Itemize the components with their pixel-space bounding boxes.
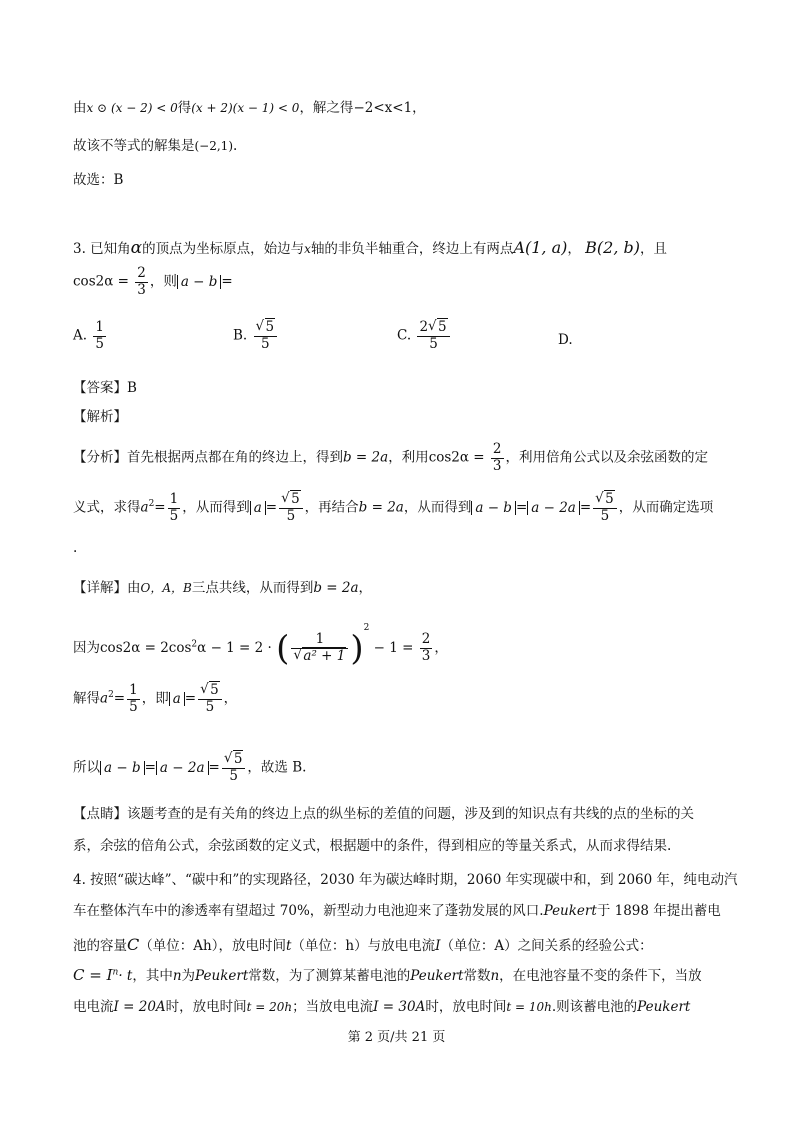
text-italic: Peukert (195, 968, 249, 984)
option-label: D. (558, 332, 573, 348)
numerator (593, 492, 617, 509)
text: ， (223, 690, 238, 707)
numerator: 2 (492, 441, 502, 457)
text: 解得 (73, 690, 100, 707)
math-inline: a (100, 690, 109, 707)
abs-value: a (250, 501, 266, 516)
math-inline: α − 1 = 2 · (197, 640, 272, 656)
math-inline: cos2α = (73, 273, 129, 290)
q3-stem-line1 (73, 238, 667, 258)
abs-value: a − b (100, 761, 145, 776)
exponent: 2 (148, 499, 155, 510)
sol2-line2 (73, 138, 237, 154)
text: = (113, 690, 126, 707)
q4-line3 (73, 935, 653, 954)
fenxi-dot (73, 540, 77, 556)
exponent: 2 (191, 639, 198, 650)
text-italic: Peukert (637, 999, 691, 1015)
point-b: B(2, b) (585, 238, 641, 257)
denominator: 5 (600, 507, 610, 524)
text: ，在电池容量不变的条件下，当放 (499, 968, 702, 984)
right-paren: ) (350, 628, 364, 669)
numerator (198, 683, 222, 700)
text: 电电流 (73, 999, 114, 1015)
text: ，利用倍角公式以及余弦函数的定 (505, 449, 709, 466)
exponent: n (112, 967, 119, 978)
answer-line (73, 380, 137, 396)
q4-line1 (73, 872, 738, 888)
xiangjie-line3 (73, 683, 237, 715)
sqrt (224, 752, 244, 768)
page-footer (0, 1026, 793, 1045)
fenxi-line2 (73, 492, 713, 524)
math-inline: (x + 2)(x − 1) < 0 (191, 101, 300, 115)
numerator (222, 752, 246, 769)
sqrt (281, 492, 301, 508)
text: 【解析】 (73, 409, 127, 425)
text: = (144, 759, 156, 776)
fraction (127, 683, 140, 715)
option-label: A. (73, 327, 88, 344)
text: 3. 已知角 (73, 241, 131, 257)
math-inline: n (172, 968, 182, 984)
text: ；当放电电流 (292, 999, 374, 1015)
dianjing-line2 (73, 838, 671, 854)
fenxi-line1 (73, 442, 708, 474)
numerator: 2 (137, 265, 146, 281)
radicand: 5 (605, 491, 614, 507)
radicand: 5 (265, 319, 275, 335)
fraction (420, 632, 433, 664)
sqrt (256, 320, 276, 336)
math-inline: b = 2a (358, 499, 404, 516)
text: = (265, 499, 278, 516)
text: .则该蓄电池的 (551, 999, 638, 1015)
text: ，即 (141, 690, 169, 707)
sol2-line1 (73, 100, 426, 116)
text: 轴的非负半轴重合，终边上有两点 (310, 241, 514, 257)
option-a[interactable] (73, 320, 108, 352)
text: ，且 (640, 241, 668, 257)
text: 时，放电时间 (165, 999, 247, 1015)
math-inline: I = 30A (373, 999, 426, 1015)
text: = (208, 759, 220, 776)
text: = (221, 273, 233, 290)
denominator: 5 (286, 507, 296, 524)
math-inline: cos2α = 2cos (100, 640, 192, 656)
numerator: 1 (129, 682, 138, 698)
xiangjie-line1 (73, 580, 372, 596)
math-inline: n (490, 968, 500, 984)
q4-line4 (73, 966, 702, 984)
sqrt (428, 320, 448, 336)
text: ，从而确定选项 (618, 499, 714, 516)
option-d[interactable] (558, 332, 573, 348)
text: 车在整体汽车中的渗透率有望超过 70%，新型动力电池迎来了蓬勃发展的风口. (73, 903, 544, 919)
fraction (593, 492, 617, 524)
text: 由 (73, 100, 87, 116)
radicand: 5 (233, 751, 243, 767)
math-inline: O，A，B (140, 581, 192, 595)
abs-value: a − b (471, 501, 516, 516)
math-inline: C = I (73, 966, 113, 984)
fraction (254, 320, 278, 352)
text-italic: Peukert (410, 968, 464, 984)
text: 所以 (73, 759, 100, 776)
fraction (168, 492, 181, 524)
text: 常数 (463, 968, 491, 984)
math-inline: a (140, 499, 149, 516)
text: ，故选 B. (247, 759, 307, 776)
math-inline: α (130, 238, 143, 258)
math-inline: t (285, 938, 292, 954)
text: 【详解】由 (73, 580, 141, 596)
denominator: 3 (137, 281, 146, 298)
text: 常数，为了测算某蓄电池的 (248, 968, 411, 984)
abs-value: a − 2a (156, 761, 209, 776)
sqrt (200, 683, 220, 699)
sol2-answer (73, 172, 123, 188)
text: = (184, 690, 197, 707)
option-label: B. (233, 327, 248, 344)
option-c[interactable] (397, 320, 452, 352)
denominator: 5 (229, 767, 238, 784)
denominator: 5 (129, 698, 138, 715)
math-inline: − 1 = (373, 640, 414, 656)
math-inline: t = 10h (506, 1000, 552, 1014)
denominator: 5 (95, 335, 104, 352)
text: 系，余弦的倍角公式，余弦函数的定义式，根据题中的条件，得到相应的等量关系式，从而求得结果. (73, 838, 672, 854)
math-inline: (−2,1) (194, 139, 234, 153)
abs-value: a (169, 692, 185, 707)
text: = (515, 499, 528, 516)
math-inline: · t (118, 968, 133, 984)
abs-value: a − 2a (527, 501, 580, 516)
numerator (254, 320, 278, 337)
math-inline: b = 2a (313, 580, 359, 596)
radicand: 5 (210, 682, 219, 698)
text: ， (567, 241, 581, 257)
text: 故该不等式的解集是 (73, 138, 195, 154)
math-inline: cos2α = (428, 449, 485, 466)
radicand: 5 (438, 319, 447, 335)
q3-stem-line2 (73, 266, 233, 298)
text-italic: Peukert (543, 903, 597, 919)
fraction (198, 683, 222, 715)
denominator: 3 (492, 457, 502, 474)
text: 故选：B (73, 172, 124, 188)
option-b[interactable] (233, 320, 279, 352)
text: = (154, 499, 166, 516)
fraction (291, 632, 348, 664)
denominator: 3 (421, 648, 431, 664)
fraction (491, 442, 504, 474)
xiangjie-line4 (73, 752, 306, 784)
option-label: C. (397, 327, 412, 344)
text: ， (412, 100, 426, 116)
point-a: A(1, a) (513, 238, 568, 257)
math-inline: I (435, 938, 441, 954)
fraction (279, 492, 303, 524)
text: 【分析】首先根据两点都在角的终边上，得到 (73, 449, 343, 466)
q4-line5 (73, 999, 690, 1015)
text: . (73, 540, 78, 556)
text: 于 1898 年提出蓄电 (596, 903, 721, 919)
numerator: 1 (95, 319, 104, 335)
numerator: 2 (421, 631, 431, 648)
analysis-tag (73, 409, 127, 425)
radicand: 5 (291, 491, 300, 507)
text: 三点共线，从而得到 (191, 580, 314, 596)
text: 得 (177, 100, 192, 116)
text: ，其中 (132, 968, 173, 984)
text: ，则 (149, 273, 177, 290)
page-number: 第 2 页/共 21 页 (347, 1030, 446, 1045)
abs-value: a − b (177, 275, 222, 290)
numerator: 1 (169, 491, 179, 507)
fraction (93, 320, 106, 352)
coefficient: 2 (419, 319, 429, 335)
text: 池的容量 (73, 938, 127, 954)
math-inline: I = 20A (113, 999, 166, 1015)
sqrt (293, 649, 346, 665)
sqrt (595, 492, 615, 508)
text: = (579, 499, 592, 516)
radicand: a² + 1 (303, 648, 346, 664)
fraction (135, 266, 148, 298)
text: . (233, 138, 238, 154)
text: ， (358, 580, 373, 596)
text: ，解之得 (299, 100, 354, 116)
numerator (417, 320, 449, 337)
denominator: 5 (429, 335, 438, 352)
q4-line2 (73, 903, 721, 919)
math-inline: x ⊙ (x − 2) < 0 (86, 101, 178, 115)
text: （单位：h）与放电电流 (291, 938, 436, 954)
denominator: 5 (205, 698, 215, 715)
text: 的顶点为坐标原点，始边与 (142, 241, 305, 257)
text: ，从而得到 (403, 499, 472, 516)
math-inline: b = 2a (343, 449, 389, 466)
text: ， (434, 640, 448, 656)
text: 【点睛】该题考查的是有关角的终边上点的纵坐标的差值的问题，涉及到的知识点有共线的点的坐标的关 (73, 806, 694, 822)
numerator (279, 492, 303, 509)
numerator: 1 (291, 632, 348, 649)
text: （单位：A）之间关系的经验公式： (440, 938, 653, 954)
text: 【答案】B (73, 380, 137, 396)
text: 为 (181, 968, 196, 984)
text: ，从而得到 (182, 499, 250, 516)
fraction (222, 752, 246, 784)
text: 4. 按照“碳达峰”、“碳中和”的实现路径，2030 年为碳达峰时期，2060 年实现碳中和，到 2060 年，纯电动汽 (73, 872, 738, 888)
denominator: 5 (261, 335, 270, 352)
denominator (291, 649, 348, 665)
text: ，再结合 (304, 499, 359, 516)
text: 因为 (73, 640, 100, 656)
dianjing-line1 (73, 806, 694, 822)
exponent: 2 (363, 623, 370, 633)
text: （单位：Ah），放电时间 (139, 938, 286, 954)
left-paren: ( (276, 628, 290, 669)
text: 义式，求得 (73, 499, 141, 516)
math-inline: t = 20h (246, 1000, 293, 1014)
exponent: 2 (108, 690, 114, 701)
math-inline: x (304, 242, 311, 256)
math-inline: C (127, 935, 140, 954)
xiangjie-line2 (73, 623, 448, 669)
math-inline: −2<x<1 (353, 100, 413, 116)
text: 时，放电时间 (425, 999, 507, 1015)
denominator: 5 (169, 507, 179, 524)
fraction (417, 320, 449, 352)
text: ，利用 (388, 449, 429, 466)
